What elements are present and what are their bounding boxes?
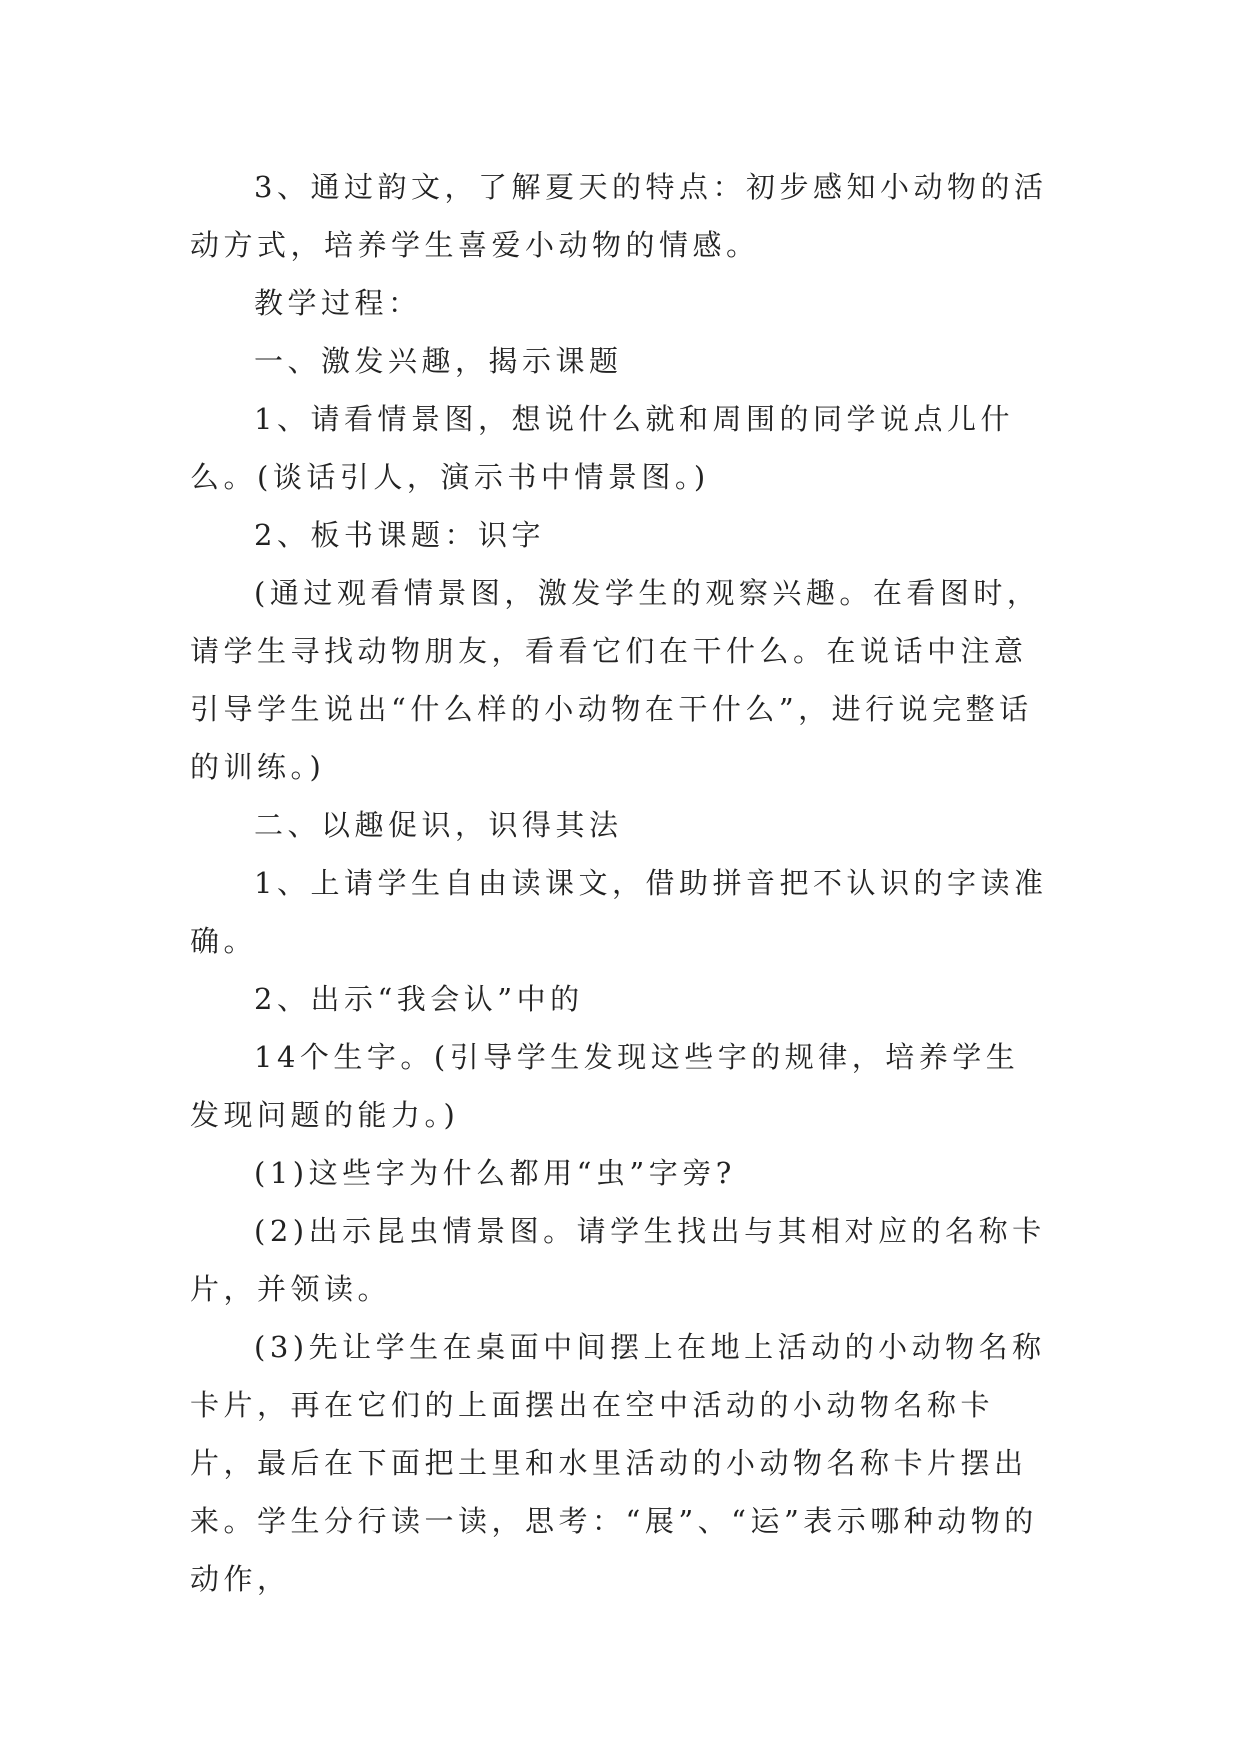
paragraph-show-chars: 2、出示“我会认”中的 [254,982,584,1016]
section-heading-1: 一、激发兴趣，揭示课题 [254,344,623,378]
paragraph-question-2: (2)出示昆虫情景图。请学生找出与其相对应的名称卡片，并领读。 [190,1214,1046,1306]
section-heading-2: 二、以趣促识，识得其法 [254,808,623,842]
paragraph-read-text: 1、上请学生自由读课文，借助拼音把不认识的字读准确。 [190,866,1048,958]
paragraph-step-2: 2、板书课题：识字 [254,518,545,552]
paragraph-step-1: 1、请看情景图，想说什么就和周围的同学说点儿什么。(谈话引人，演示书中情景图。) [190,402,1014,494]
paragraph-note: (通过观看情景图，激发学生的观察兴趣。在看图时，请学生寻找动物朋友，看看它们在干什么。在说话中注意引导学生说出“什么样的小动物在干什么”，进行说完整话的训练。) [190,576,1041,784]
heading-teaching-process: 教学过程： [254,286,422,320]
document-body [190,158,1050,1608]
paragraph-objective-3: 3、通过韵文，了解夏天的特点：初步感知小动物的活动方式，培养学生喜爱小动物的情感。 [190,170,1048,262]
paragraph-question-3: (3)先让学生在桌面中间摆上在地上活动的小动物名称卡片，再在它们的上面摆出在空中活动的小动物名称卡片，最后在下面把土里和水里活动的小动物名称卡片摆出来。学生分行读一读，思考：“展”、“运”表示哪种动物的动作， [190,1330,1046,1596]
paragraph-14-chars: 14个生字。(引导学生发现这些字的规律，培养学生发现问题的能力。) [190,1040,1020,1132]
paragraph-question-1: (1)这些字为什么都用“虫”字旁? [254,1156,736,1190]
